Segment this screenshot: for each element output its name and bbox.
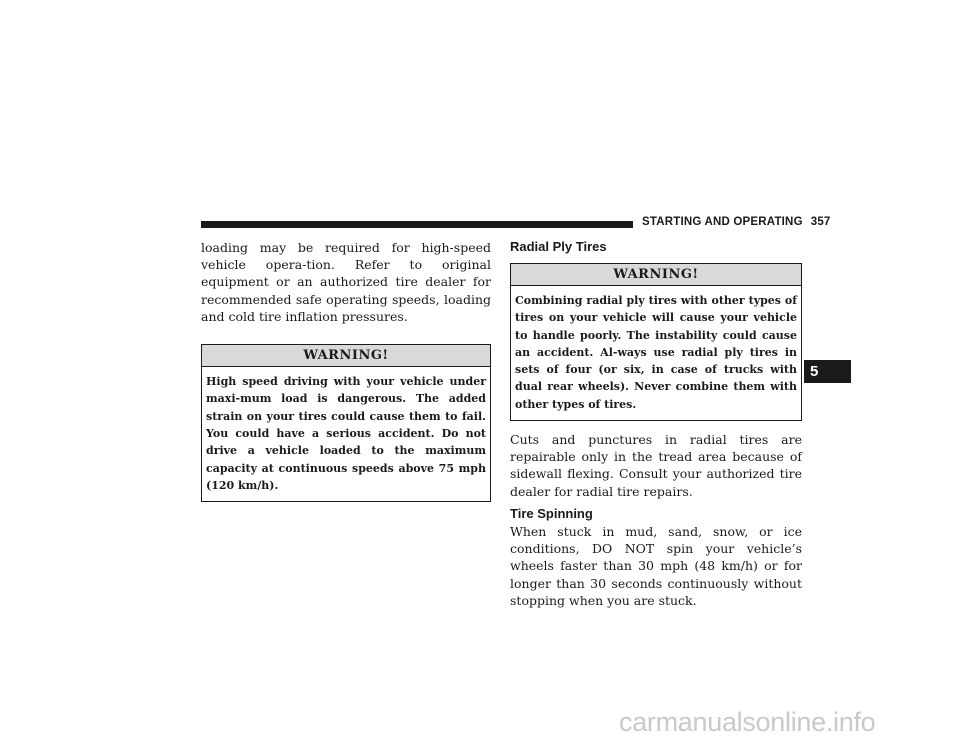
radial-ply-heading: Radial Ply Tires xyxy=(510,239,607,254)
warning-title: WARNING! xyxy=(202,345,490,367)
warning-title: WARNING! xyxy=(511,264,801,286)
running-header xyxy=(642,216,831,228)
watermark: carmanualsonline.info xyxy=(619,707,876,737)
intro-paragraph: loading may be required for high-speed vehicle opera-tion. Refer to original equipment or an authorized tire dealer for recommended safe operating speeds, loading and cold tire inflation pressures. xyxy=(201,240,491,324)
warning-text: High speed driving with your vehicle under maxi-mum load is dangerous. The added strain on your tires could cause them to fail. You could have a serious accident. Do not drive a vehicle loaded to the maximum capacity at continuous speeds above 75 mph (120 km/h). xyxy=(206,375,486,492)
tire-spinning-heading: Tire Spinning xyxy=(510,505,593,521)
page-number: 357 xyxy=(810,216,831,228)
tire-spinning-paragraph: When stuck in mud, sand, snow, or ice conditions, DO NOT spin your vehicle’s wheels faster than 30 mph (48 km/h) or for longer than 30 seconds continuously without stopping when you are stuck. xyxy=(510,523,802,608)
header-rule xyxy=(201,221,633,228)
radial-paragraph: Cuts and punctures in radial tires are repairable only in the tread area because of sidewall flexing. Consult your authorized tire dealer for radial tire repairs. xyxy=(510,432,802,499)
chapter-tab: 5 xyxy=(804,360,851,383)
warning-box-radial xyxy=(510,263,802,421)
warning-box-high-speed xyxy=(201,344,491,502)
warning-text: Combining radial ply tires with other types of tires on your vehicle will cause your vehicle to handle poorly. The instability could cause an accident. Al-ways use radial ply tires in sets of four (or six, in case of trucks with dual rear wheels). Never combine them with other types of tires. xyxy=(515,294,797,411)
section-title: STARTING AND OPERATING xyxy=(642,216,803,228)
right-column xyxy=(510,239,802,609)
left-column xyxy=(201,239,491,502)
